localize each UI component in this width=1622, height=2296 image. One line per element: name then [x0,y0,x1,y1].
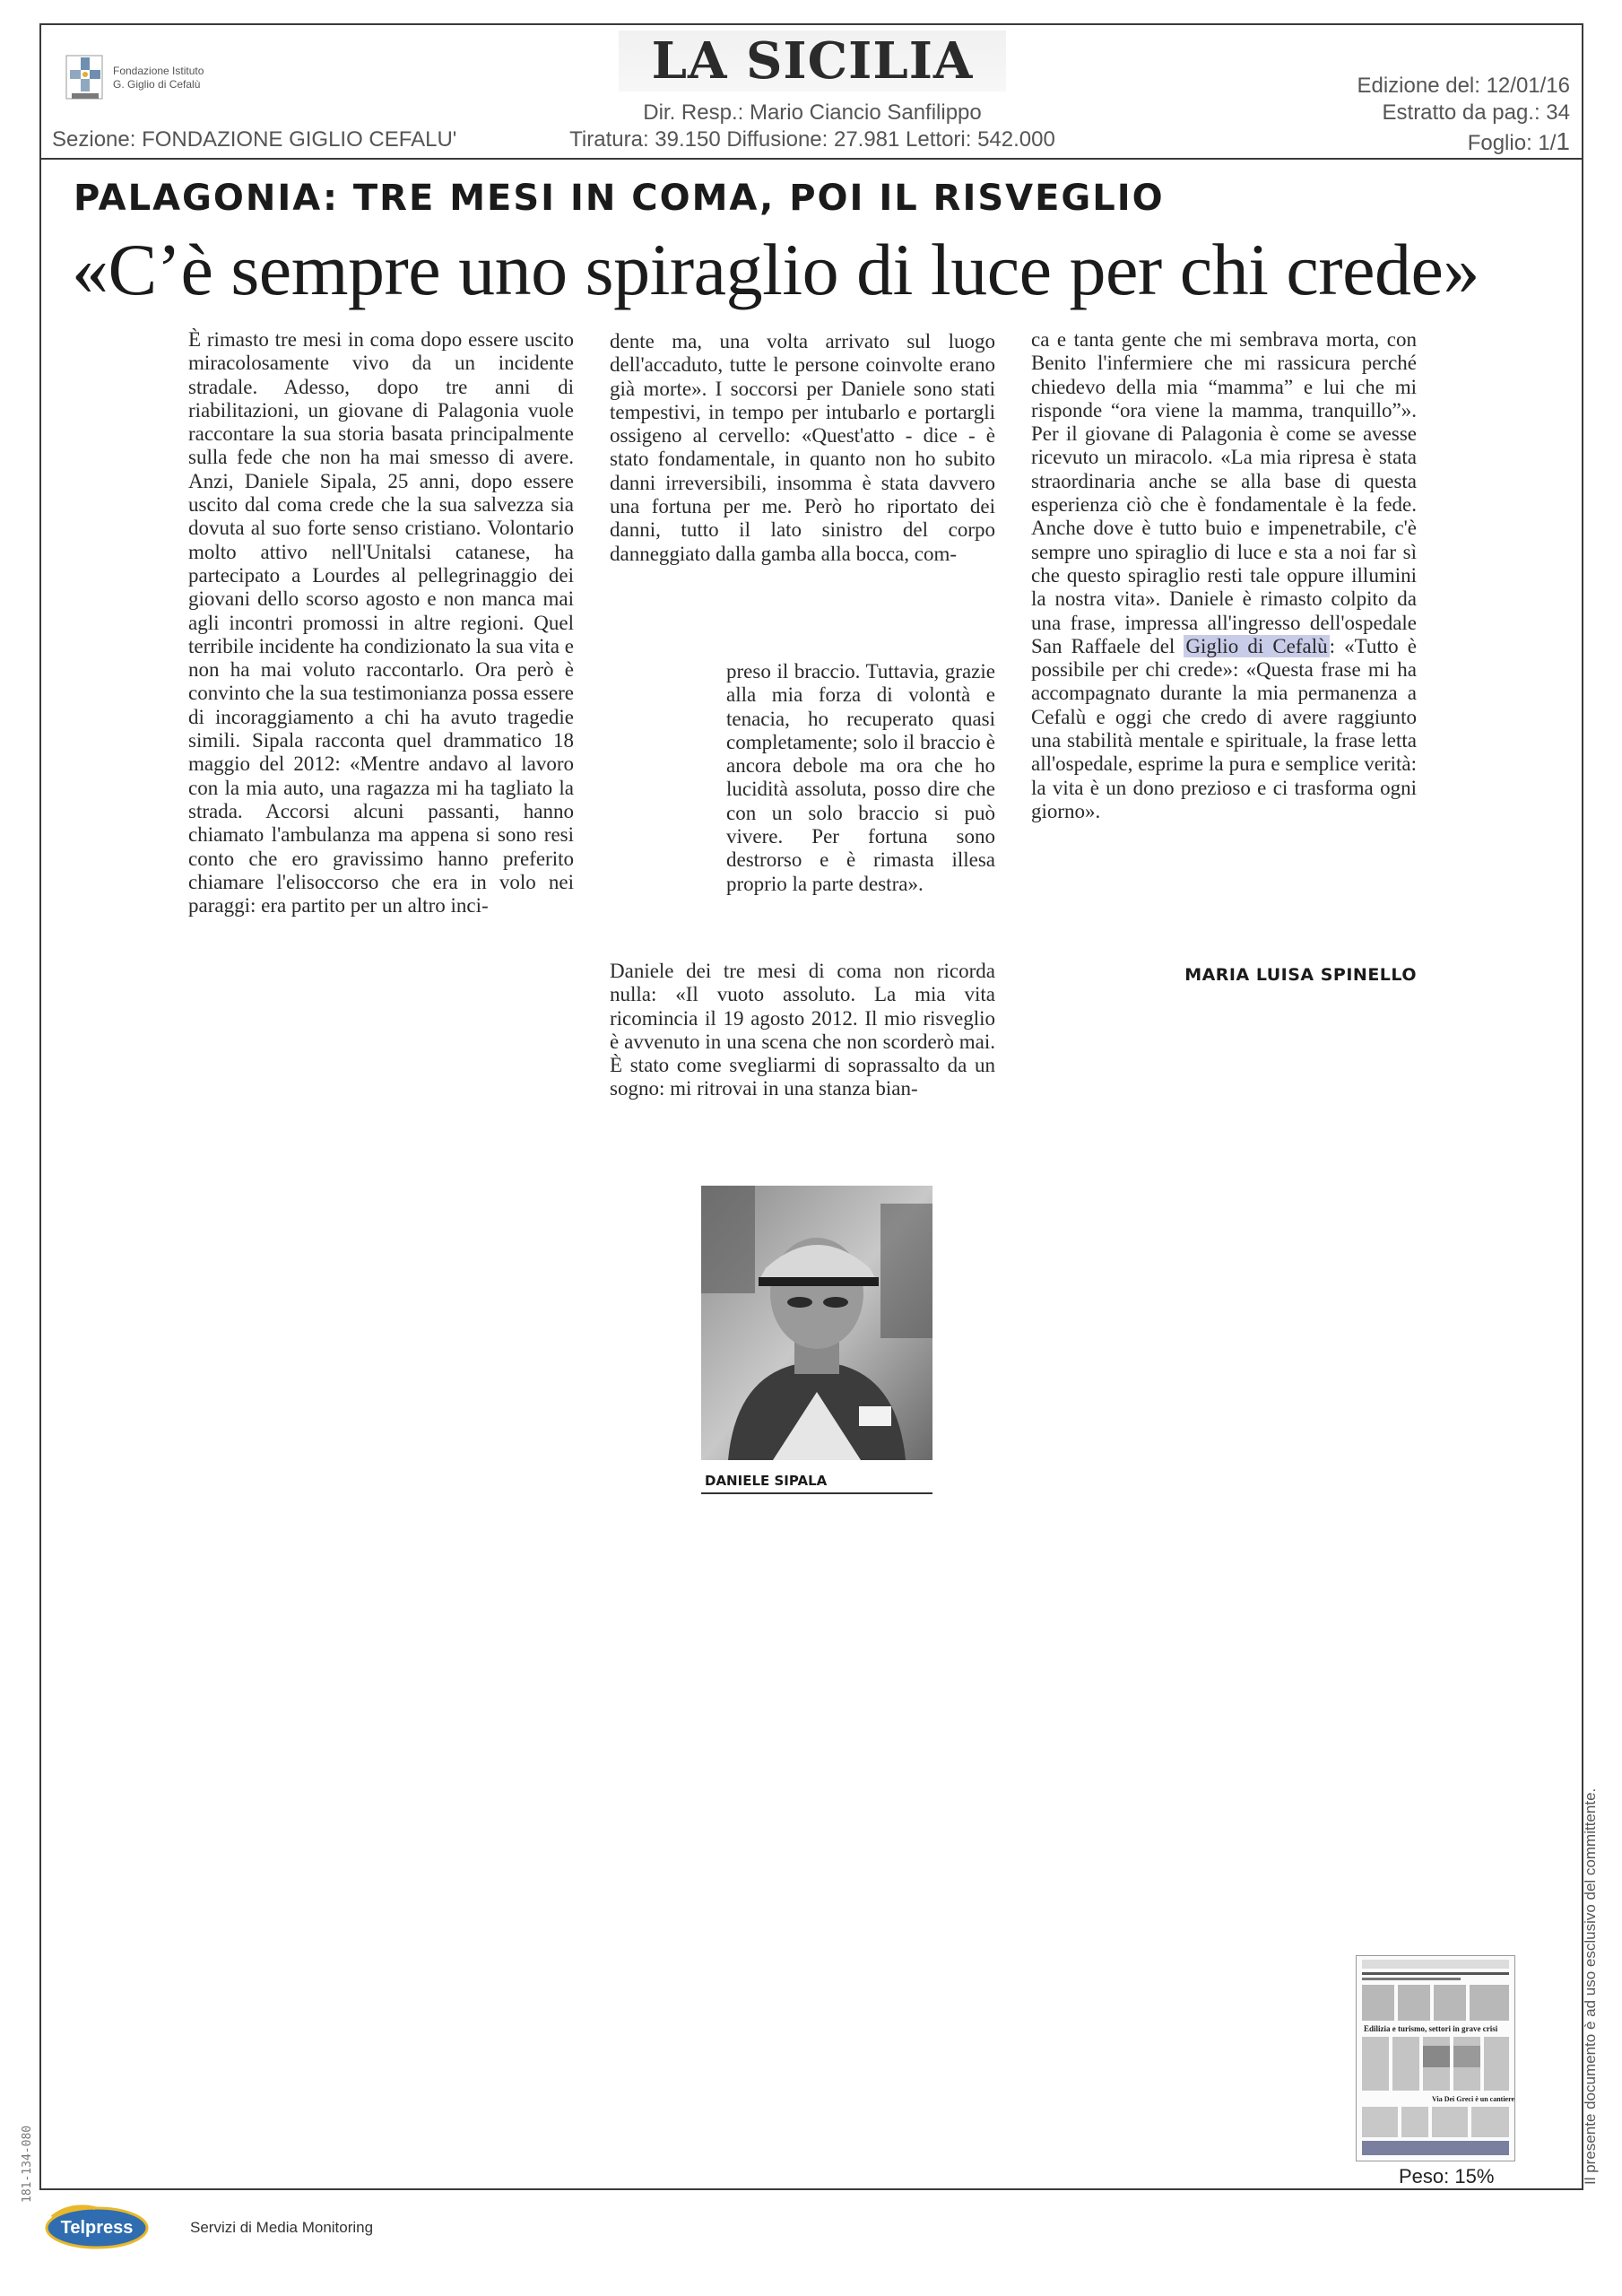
weight-label: Peso: 15% [1399,2165,1495,2187]
sheet-label: Foglio: 1/ [1467,131,1557,155]
telpress-logo [43,2201,151,2251]
sheet-number [1468,127,1570,156]
serial-number [16,2081,38,2206]
article-column-3 [1031,328,1417,823]
usage-side-note-text: Il presente documento è ad uso esclusivo del committente. [1582,1787,1599,2185]
article-column-2-top: dente ma, una volta arrivato sul luogo dell'accaduto, tutte le persone coinvolte erano già morte». I soccorsi per Daniele sono stati tempestivi, in tempo per intubarlo e portargli ossigeno al cervello: «Quest'atto - dice - è stato fondamentale, in quanto non ho subito danni irreversibili, insomma è stata davvero una fortuna per me. Però ho riportato dei danni, tutto il lato sinistro del corpo danneggiato dalla gamba alla bocca, com- [610,330,995,565]
director-line: Dir. Resp.: Mario Ciancio Sanfilippo [643,100,982,125]
column-3-text-b: : «Tutto è possibile per chi crede»: «Questa frase mi ha accompagnato durante la mia permanenza a Cefalù e oggi che credo di avere raggiunto una stabilità mentale e spirituale, la frase letta all'ospedale, esprime la pura e semplice verità: la vita è un dono prezioso e ci trasforma ogni giorno». [1031,634,1417,822]
article-column-2-bottom: Daniele dei tre mesi di coma non ricorda nulla: «Il vuoto assoluto. La mia vita ricomincia il 19 agosto 2012. Il mio risveglio è avvenuto in una scena che non scorderò mai. È stato come svegliarmi di soprassalto da un sogno: mi ritrovai in una stanza bian- [610,960,995,1100]
portrait-photo [701,1186,932,1460]
foundation-logo [65,50,217,108]
telpress-brand-text: Telpress [60,2218,134,2238]
article-kicker: PALAGONIA: TRE MESI IN COMA, POI IL RISVEGLIO [74,178,1165,219]
usage-side-note [1580,1686,1601,2188]
page-thumbnail [1356,1955,1515,2161]
article-column-2-middle: preso il braccio. Tuttavia, grazie alla mia forza di volontà e tenacia, ho recuperato quasi completamente; solo il braccio è ancora debole ma ora che ho lucidità assoluta, posso dire che con un solo braccio si può vivere. Per fortuna sono destrorso e è rimasta illesa proprio la parte destra». [726,660,995,895]
article-headline: «C’è sempre uno spiraglio di luce per chi crede» [72,229,1479,310]
photo-caption-text: DANIELE SIPALA [705,1473,828,1489]
newspaper-masthead: LA SICILIA [619,30,1006,91]
services-label: Servizi di Media Monitoring [190,2219,374,2236]
foundation-logo-icon [65,50,108,106]
photo-caption [701,1467,932,1494]
sheet-total: 1 [1556,127,1570,155]
section-label: Sezione: FONDAZIONE GIGLIO CEFALU' [52,127,457,152]
logo-line-2: G. Giglio di Cefalù [113,78,201,91]
logo-line-1: Fondazione Istituto [113,65,204,77]
header-divider [39,158,1583,160]
highlighted-term: Giglio di Cefalù [1185,634,1328,657]
edition-date: Edizione del: 12/01/16 [1357,74,1570,98]
author-byline: MARIA LUISA SPINELLO [1184,965,1417,985]
serial-number-text: 181-134-080 [21,2125,34,2203]
column-3-text-a: ca e tanta gente che mi sembrava morta, con Benito l'infermiere che mi rassicura perché chiedevo della mia “mamma” e lui che mi risponde “ora viene la mamma, tranquillo”». Per il giovane di Palagonia è come se avesse ricevuto un miracolo. «La mia ripresa è stata straordinaria anche se alla base di questa esperienza ciò che è fondamentale è la fede. Anche dove è tutto buio e impenetrabile, c'è sempre uno spiraglio di luce e sta a noi far sì che questo spiraglio resti tale oppure illumini la nostra vita». Daniele è rimasto colpito da una frase, impressa all'ingresso dell'ospedale San Raffaele del [1031,328,1417,657]
circulation-line: Tiratura: 39.150 Diffusione: 27.981 Lettori: 542.000 [569,127,1055,152]
thumbnail-headline-2: Via Dei Greci è un cantiere [1432,2095,1515,2103]
article-column-1: È rimasto tre mesi in coma dopo essere uscito miracolosamente vivo da un incidente stradale. Adesso, dopo tre anni di riabilitazioni, un giovane di Palagonia vuole raccontare la sua storia basata principalmente sulla fede che non ha mai smesso di avere. Anzi, Daniele Sipala, 25 anni, dopo essere uscito dal coma crede che la sua salvezza sia dovuta al suo forte senso cristiano. Volontario molto attivo nell'Unitalsi catanese, ha partecipato a Lourdes al pellegrinaggio dei giovani dello scorso agosto e non manca mai agli incontri promossi in altre regioni. Quel terribile incidente ha condizionato la sua vita e non ha mai voluto raccontarlo. Ora però è convinto che la sua testimonianza possa essere di incoraggiamento a chi ha avuto tragedie simili. Sipala racconta quel drammatico 18 maggio del 2012: «Mentre andavo al lavoro con la mia auto, una ragazza mi ha tagliato la strada. Accorsi alcuni passanti, hanno chiamato l'ambulanza ma appena si sono resi conto che ero gravissimo hanno preferito chiamare l'elisoccorso che era in volo nei paraggi: era partito per un altro inci- [188,328,574,918]
thumbnail-headline-1: Edilizia e turismo, settori in grave crisi [1364,2024,1498,2033]
extract-page: Estratto da pag.: 34 [1382,100,1570,125]
